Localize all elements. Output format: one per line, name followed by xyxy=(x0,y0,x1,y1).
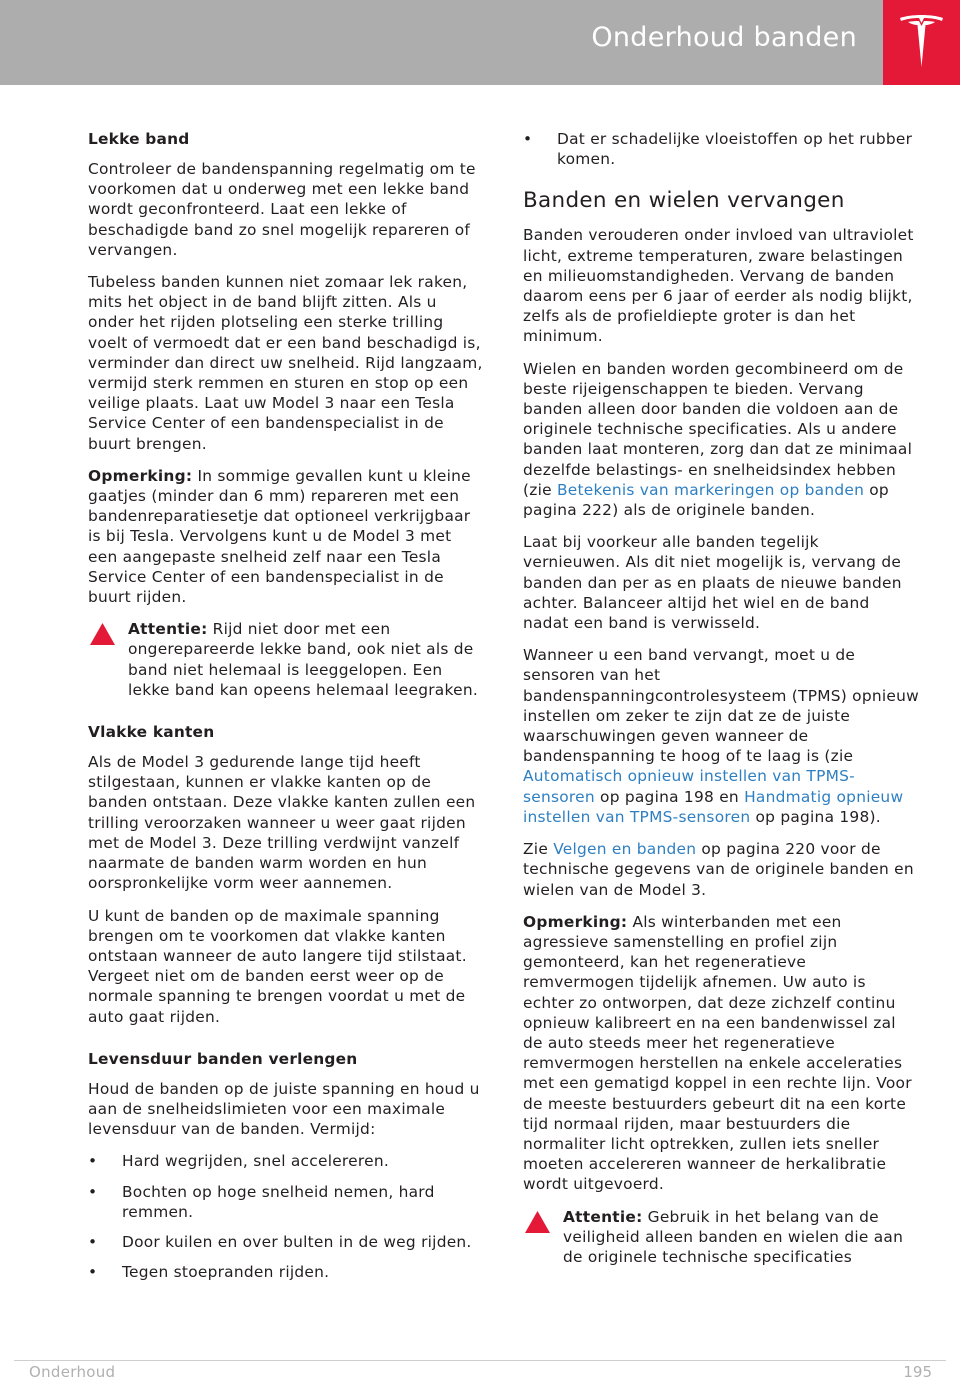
text: op pagina 222) als de originele banden. xyxy=(523,480,889,520)
text: op pagina 220 voor de technische gegevens van de originele banden en wielen van de Model 3. xyxy=(523,840,914,899)
heading-flat-spots: Vlakke kanten xyxy=(88,723,215,742)
page-header xyxy=(0,0,883,85)
caution-block xyxy=(523,1207,920,1268)
text: op pagina 198). xyxy=(750,807,881,826)
link-tpms-auto-reset[interactable]: Automatisch opnieuw instellen van TPMS-sensoren xyxy=(523,767,855,806)
bullet-list xyxy=(523,129,920,169)
left-column xyxy=(88,129,483,1292)
list-item: • Dat er schadelijke vloeistoffen op het rubber komen. xyxy=(523,129,920,169)
note xyxy=(523,912,920,1195)
paragraph: Tubeless banden kunnen niet zomaar lek raken, mits het object in de band blijft zitten. Als u onder het rijden plotseling een sterke trilling voelt of vermoedt dat er een band beschadigd is, verminder dan direct uw snelheid. Rijd langzaam, vermijd sterk remmen en sturen en stop op een veilige plaats. Laat uw Model 3 naar een Tesla Service Center of een bandenspecialist in de buurt brengen. xyxy=(88,273,483,453)
caution-label: Attentie: xyxy=(563,1207,643,1226)
paragraph: U kunt de banden op de maximale spanning brengen om te voorkomen dat vlakke kanten ontstaan wanneer de auto langere tijd stilstaat. Vergeet niet om de banden eerst weer op de normale spanning te brengen voordat u met de auto gaat rijden. xyxy=(88,906,467,1026)
note-label: Opmerking: xyxy=(88,466,193,485)
link-tpms-manual-reset[interactable]: Handmatig opnieuw instellen van TPMS-sensoren xyxy=(523,787,904,826)
heading-replace-tires: Banden en wielen vervangen xyxy=(523,188,845,214)
link-tire-markings[interactable]: Betekenis van markeringen op banden xyxy=(556,480,865,499)
caution-text: Gebruik in het belang van de veiligheid alleen banden en wielen die aan de originele technische specificaties xyxy=(563,1207,904,1266)
heading-tire-life: Levensduur banden verlengen xyxy=(88,1049,358,1068)
note-text: In sommige gevallen kunt u kleine gaatjes (minder dan 6 mm) repareren met een bandenreparatiesetje dat optioneel verkrijgbaar is bij Tesla. Vervolgens kunt u de Model 3 met een aangepaste snelheid zelf naar een Tesla Service Center of een bandenspecialist in de buurt rijden. xyxy=(88,466,471,607)
bullet-list xyxy=(88,1151,483,1282)
caution-text: Rijd niet door met een ongerepareerde lekke band, ook niet als de band niet helemaal is leeggelopen. Een lekke band kan opeens helemaal leegraken. xyxy=(128,620,478,699)
note-text: Als winterbanden met een agressieve samenstelling en profiel zijn gemonteerd, kan het regeneratieve remvermogen tijdelijk afnemen. Uw auto is echter zo ontworpen, dat deze zichzelf continu opnieuw kalibreert en na een bandenwissel zal de auto steeds meer het regeneratieve remvermogen herstellen na enkele acceleraties met een gematigd koppel in een rechte lijn. Voor de meeste bestuurders gebeurt dit na een korte tijd normaal rijden, maar bestuurders die normaliter licht optrekken, zullen iets sneller moeten accelereren wanneer de herkalibratie wordt uitgevoerd. xyxy=(523,912,912,1194)
text: Wanneer u een band vervangt, moet u de sensoren van het bandenspanningcontrolesysteem (TPMS) opnieuw instellen om zeker te zijn dat ze de juiste waarschuwingen geven wanneer de bandenspanning te hoog of te laag is (zie xyxy=(523,646,919,766)
heading-flat-tire: Lekke band xyxy=(88,130,190,148)
text: Wielen en banden worden gecombineerd om de beste rijeigenschappen te bieden. Vervang banden alleen door banden die voldoen aan de originele technische specificaties. Als u andere banden laat monteren, zorg dan dat ze minimaal dezelfde belastings- en snelheidsindex hebben (zie xyxy=(523,359,913,499)
list-item: • Door kuilen en over bulten in de weg rijden. xyxy=(88,1232,483,1252)
list-item: • Tegen stoepranden rijden. xyxy=(88,1262,483,1282)
warning-triangle-icon xyxy=(524,1210,551,1234)
page-title: Onderhoud banden xyxy=(591,22,857,53)
paragraph xyxy=(523,359,920,521)
caution-label: Attentie: xyxy=(128,620,208,639)
note-label: Opmerking: xyxy=(523,912,628,931)
right-column xyxy=(523,129,920,1279)
tesla-logo xyxy=(883,0,960,85)
paragraph: Als de Model 3 gedurende lange tijd heeft stilgestaan, kunnen er vlakke kanten op de banden ontstaan. Deze vlakke kanten zullen een trilling veroorzaken wanneer u weer gaat rijden met de Model 3. Deze trilling verdwijnt vanzelf naarmate de banden warm worden en hun oorspronkelijke vorm weer aannemen. xyxy=(88,753,476,893)
footer-section: Onderhoud xyxy=(29,1363,116,1381)
caution-block xyxy=(88,619,483,700)
paragraph: Houd de banden op de juiste spanning en houd u aan de snelheidslimieten voor een maximale levensduur van de banden. Vermijd: xyxy=(88,1079,480,1139)
link-wheels-and-tires[interactable]: Velgen en banden xyxy=(553,840,697,859)
list-item: • Hard wegrijden, snel accelereren. xyxy=(88,1151,483,1171)
tesla-logo-icon xyxy=(899,15,944,67)
note xyxy=(88,466,483,607)
paragraph xyxy=(523,645,920,827)
warning-triangle-icon xyxy=(89,622,116,646)
footer-divider xyxy=(14,1360,946,1361)
list-item: • Bochten op hoge snelheid nemen, hard remmen. xyxy=(88,1182,483,1222)
paragraph: Laat bij voorkeur alle banden tegelijk vernieuwen. Als dit niet mogelijk is, vervang de banden dan per as en plaats de nieuwe banden achter. Balanceer altijd het wiel en de band nadat een band is verwisseld. xyxy=(523,533,902,633)
text: Zie xyxy=(523,840,554,859)
page-number: 195 xyxy=(903,1363,932,1381)
paragraph: Banden verouderen onder invloed van ultraviolet licht, extreme temperaturen, zware belastingen en milieuomstandigheden. Vervang de banden daarom eens per 6 jaar of eerder als nodig blijkt, zelfs als de profieldiepte groter is dan het minimum. xyxy=(523,226,914,346)
paragraph: Controleer de bandenspanning regelmatig om te voorkomen dat u onderweg met een lekke band wordt geconfronteerd. Laat een lekke of beschadigde band zo snel mogelijk repareren of vervangen. xyxy=(88,160,476,259)
text: op pagina 198 en xyxy=(594,787,745,806)
paragraph xyxy=(523,839,920,900)
